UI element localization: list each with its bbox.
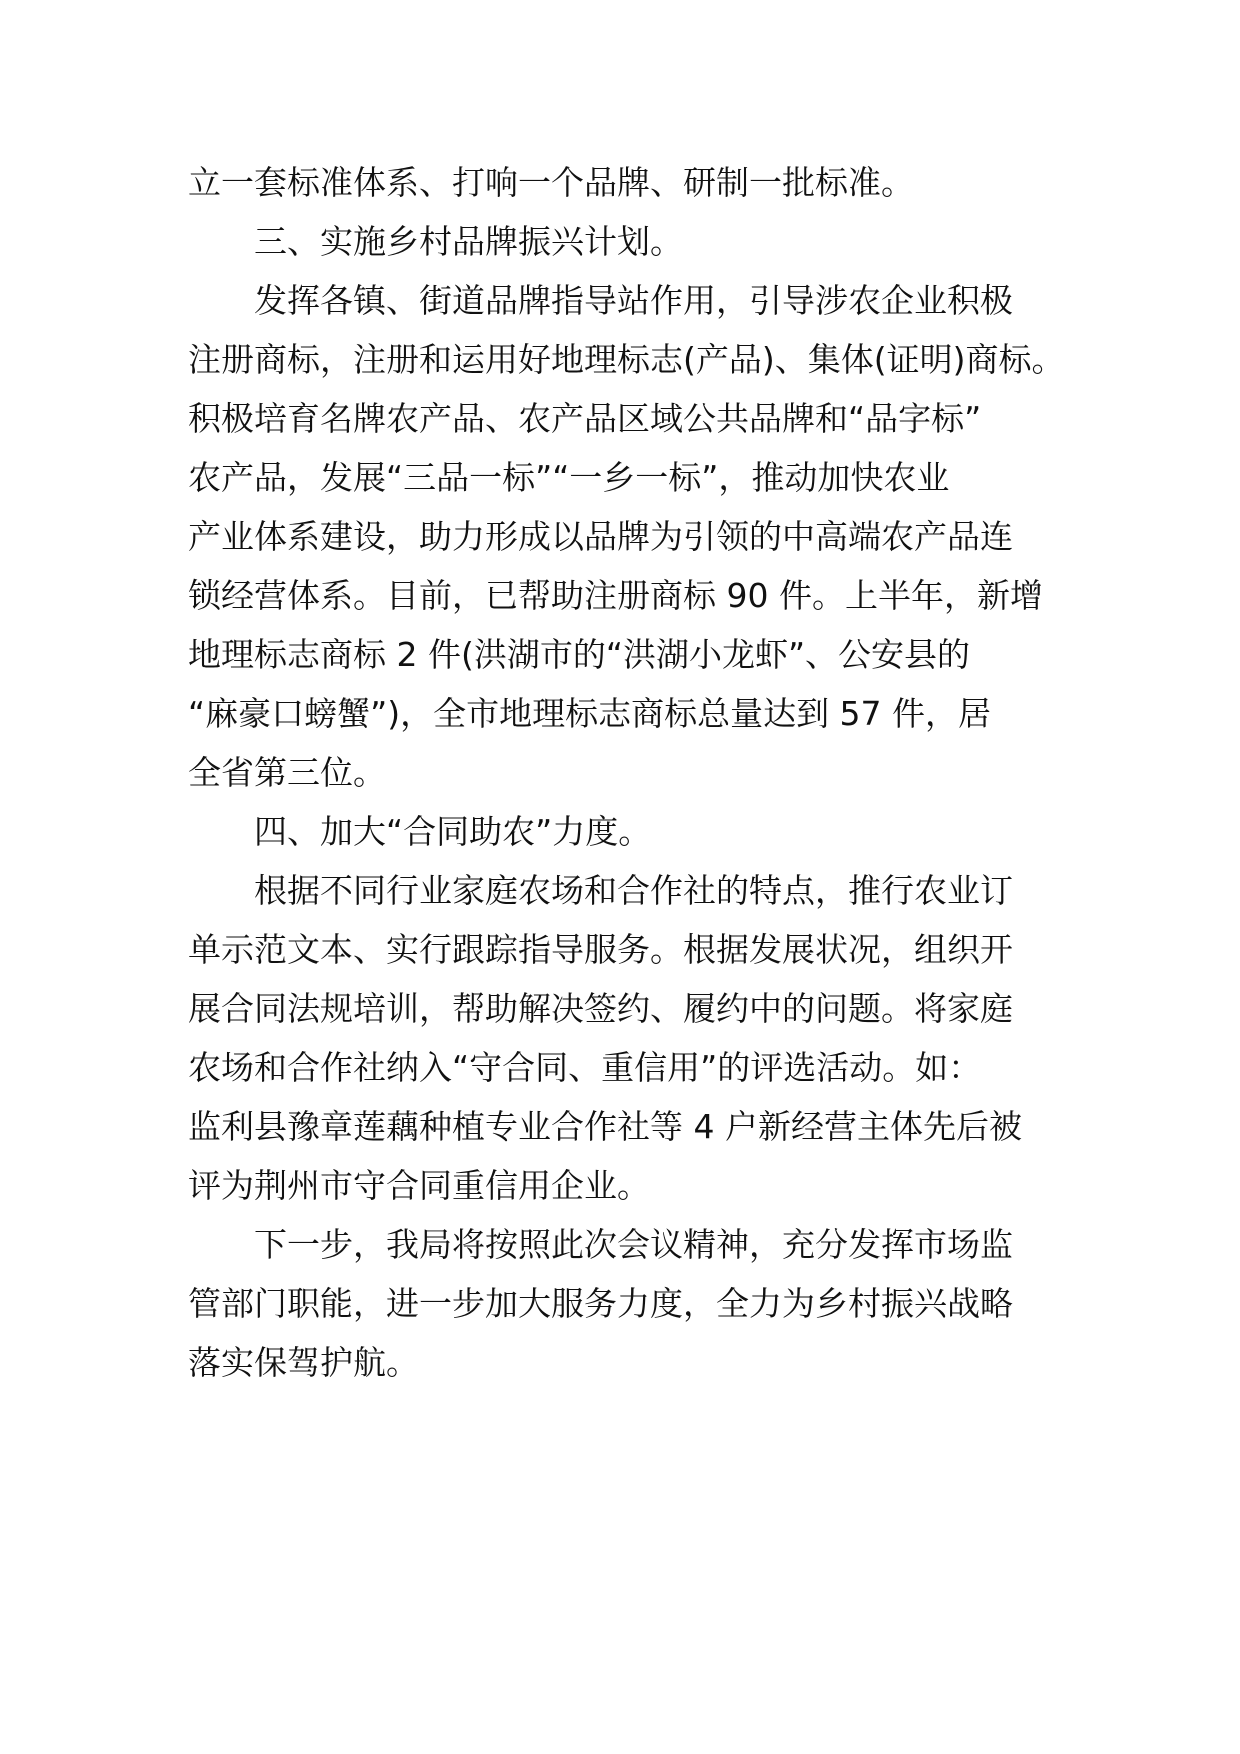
body-text-line: 管部门职能，进一步加大服务力度，全力为乡村振兴战略: [188, 1284, 1013, 1323]
body-text-line: 发挥各镇、街道品牌指导站作用，引导涉农企业积极: [254, 281, 1013, 320]
body-text-line: 展合同法规培训，帮助解决签约、履约中的问题。将家庭: [188, 989, 1013, 1028]
section-heading: 三、实施乡村品牌振兴计划。: [254, 222, 683, 261]
body-text-line: 下一步，我局将按照此次会议精神，充分发挥市场监: [254, 1225, 1013, 1264]
section-heading: 四、加大“合同助农”力度。: [254, 812, 652, 851]
body-text-line: 产业体系建设，助力形成以品牌为引领的中高端农产品连: [188, 517, 1013, 556]
body-text-line: 地理标志商标 2 件(洪湖市的“洪湖小龙虾”、公安县的: [188, 635, 971, 674]
body-text-line: 农产品，发展“三品一标”“一乡一标”，推动加快农业: [188, 458, 950, 497]
body-text-line: “麻豪口螃蟹”)，全市地理标志商标总量达到 57 件，居: [188, 694, 992, 733]
body-text-line: 注册商标，注册和运用好地理标志(产品)、集体(证明)商标。: [188, 340, 1065, 379]
body-text-line: 单示范文本、实行跟踪指导服务。根据发展状况，组织开: [188, 930, 1013, 969]
body-text-line: 落实保驾护航。: [188, 1343, 419, 1382]
body-text-line: 全省第三位。: [188, 753, 386, 792]
body-text-line: 农场和合作社纳入“守合同、重信用”的评选活动。如：: [188, 1048, 982, 1087]
body-text-line: 监利县豫章莲藕种植专业合作社等 4 户新经营主体先后被: [188, 1107, 1022, 1146]
body-text-line: 锁经营体系。目前，已帮助注册商标 90 件。上半年，新增: [188, 576, 1043, 615]
body-text-line: 评为荆州市守合同重信用企业。: [188, 1166, 650, 1205]
body-text-line: 积极培育名牌农产品、农产品区域公共品牌和“品字标”: [188, 399, 982, 438]
body-text-line: 立一套标准体系、打响一个品牌、研制一批标准。: [188, 163, 914, 202]
body-text-line: 根据不同行业家庭农场和合作社的特点，推行农业订: [254, 871, 1013, 910]
